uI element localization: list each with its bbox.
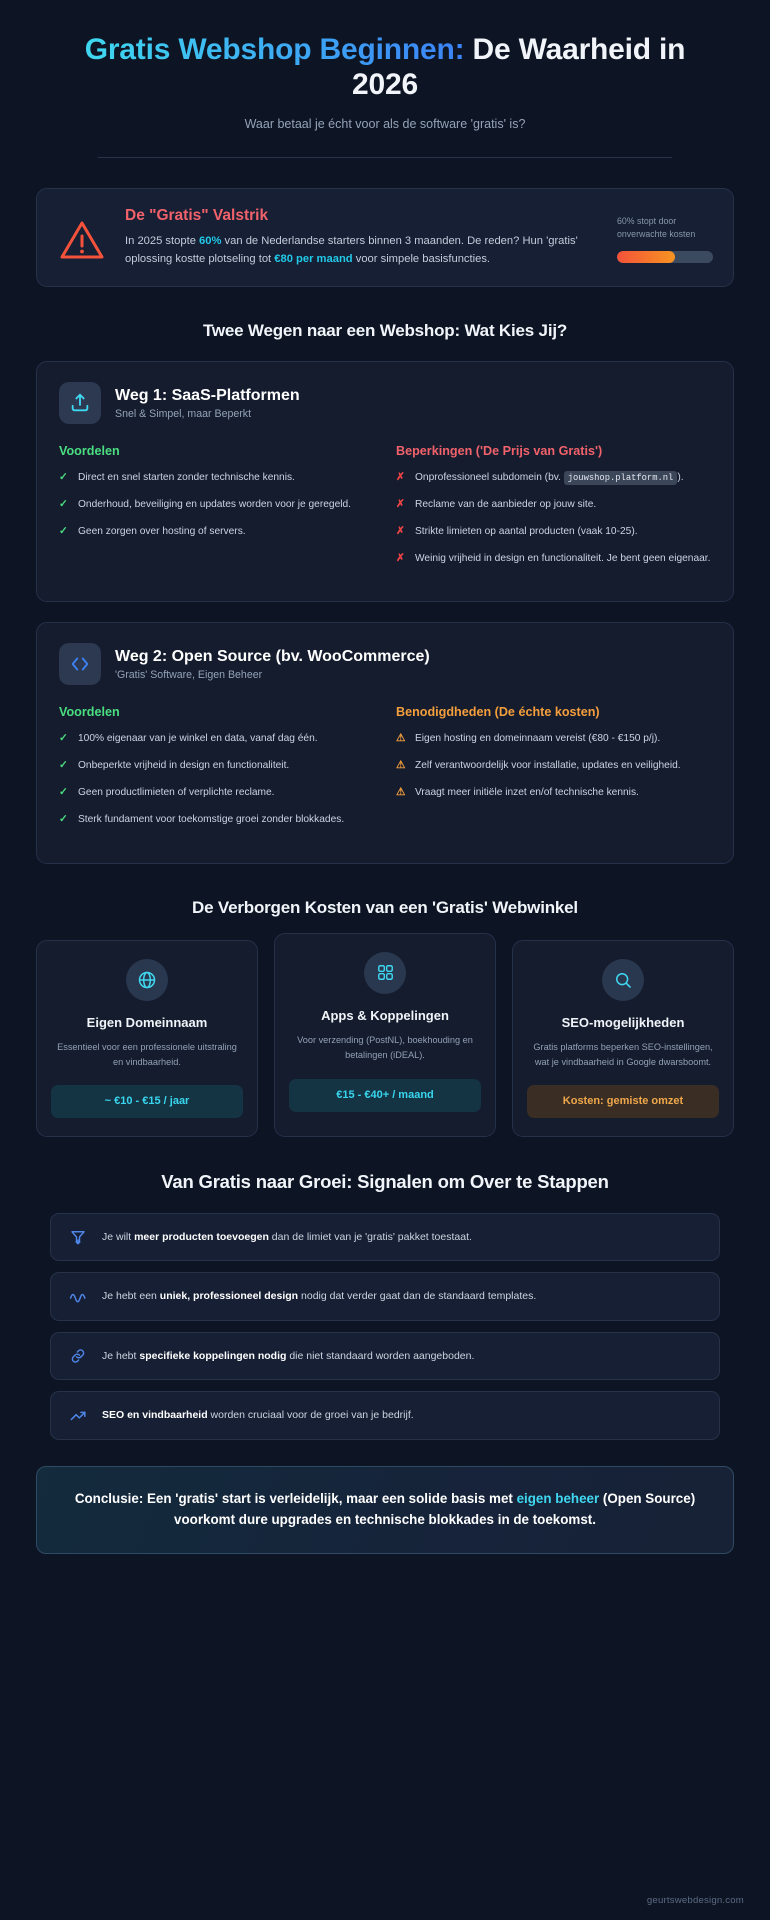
list-item (396, 731, 711, 747)
page-header (0, 26, 770, 158)
list-item-text: Sterk fundament voor toekomstige groei zonder blokkades. (78, 813, 345, 825)
alert-text-part3: voor simpele basisfuncties. (352, 252, 491, 265)
search-magnifier-icon (602, 959, 644, 1001)
warning-icon: ⚠ (396, 785, 406, 798)
cross-icon: ✗ (396, 497, 405, 510)
cost-badge: €15 - €40+ / maand (289, 1079, 481, 1112)
progress-bar-track (617, 251, 713, 263)
way-1-cons-title: Beperkingen ('De Prijs van Gratis') (396, 444, 603, 459)
cost-card-domain (36, 940, 258, 1138)
check-icon: ✓ (59, 732, 68, 745)
progress-bar-fill (617, 251, 675, 263)
cost-card-description: Voor verzending (PostNL), boekhouding en betalingen (iDEAL). (297, 1034, 473, 1060)
cross-icon: ✗ (396, 551, 405, 564)
check-icon: ✓ (59, 524, 68, 537)
list-item-text (415, 470, 711, 486)
list-item (396, 470, 711, 486)
way-2-needs-list (396, 731, 711, 800)
apps-grid-icon (364, 952, 406, 994)
code-brackets-icon (59, 643, 101, 685)
cons-text-post: ). (677, 472, 684, 484)
signal-text-bold: meer producten toevoegen (134, 1230, 269, 1243)
list-item (59, 524, 374, 540)
list-item (59, 785, 374, 801)
page-title-plain: De Waarheid in 2026 (352, 33, 686, 102)
warning-icon: ⚠ (396, 759, 406, 772)
list-item (59, 470, 374, 486)
signals-section (0, 1193, 770, 1440)
signal-text (102, 1229, 472, 1245)
ways-section-heading: Twee Wegen naar een Webshop: Wat Kies Jij? (202, 321, 568, 341)
globe-icon (126, 959, 168, 1001)
way-1-columns (59, 444, 711, 577)
way-2-pros-title: Voordelen (59, 705, 120, 720)
cost-badge: ~ €10 - €15 / jaar (51, 1085, 243, 1118)
list-item (396, 524, 711, 540)
alert-highlight-price: €80 per maand (274, 252, 353, 265)
cost-card-title: SEO-mogelijkheden (561, 1014, 685, 1030)
signal-text-post: die niet standaard worden aangeboden. (286, 1349, 475, 1362)
way-2-needs-column (396, 705, 711, 838)
way-2-title: Weg 2: Open Source (bv. WooCommerce) (115, 648, 430, 666)
signal-text (102, 1407, 414, 1423)
page-subtitle: Waar betaal je écht voor als de software 'gratis' is? (244, 116, 526, 131)
list-item (396, 758, 711, 774)
signal-text (102, 1348, 474, 1364)
way-1-pros-title: Voordelen (59, 444, 120, 459)
way-2-header (59, 643, 711, 685)
filter-funnel-icon (67, 1228, 89, 1246)
way-1-pros-column (59, 444, 374, 577)
way-card-opensource (36, 622, 734, 863)
cost-badge: Kosten: gemiste omzet (527, 1085, 719, 1118)
signal-text-bold: uniek, professioneel design (159, 1290, 299, 1303)
cost-card-description: Essentieel voor een professionele uitstraling en vindbaarheid. (57, 1041, 237, 1067)
signal-text-bold: SEO en vindbaarheid (102, 1409, 208, 1422)
list-item-text: 100% eigenaar van je winkel en data, vanaf dag één. (78, 733, 318, 745)
list-item-text: Zelf verantwoordelijk voor installatie, updates en veiligheid. (415, 760, 681, 772)
warning-triangle-icon (55, 207, 109, 261)
way-1-cons-list (396, 470, 711, 566)
hidden-costs-section (0, 918, 770, 1138)
signal-text-bold: specifieke koppelingen nodig (139, 1349, 287, 1362)
way-2-pros-list (59, 731, 374, 827)
alert-stat-widget (617, 207, 713, 263)
list-item (396, 785, 711, 801)
signal-row-integrations (50, 1332, 720, 1380)
alert-title: De "Gratis" Valstrik (125, 206, 269, 224)
list-item-text: Weinig vrijheid in design en functionaliteit. Je bent geen eigenaar. (415, 552, 711, 564)
signal-text-post: worden cruciaal voor de groei van je bedrijf. (207, 1409, 414, 1422)
list-item (59, 812, 374, 828)
list-item-text: Reclame van de aanbieder op jouw site. (415, 498, 597, 510)
signal-text-pre: Je wilt (102, 1230, 135, 1243)
cons-text-pre: Onprofessioneel subdomein (bv. (415, 472, 564, 484)
way-2-subtitle: 'Gratis' Software, Eigen Beheer (115, 669, 263, 682)
alert-stat-label: 60% stopt door onverwachte kosten (617, 215, 696, 240)
signal-text (102, 1288, 536, 1304)
cross-icon: ✗ (396, 524, 405, 537)
alert-text-part2: van de Nederlandse starters binnen 3 maanden. De reden? Hun 'gratis' oplossing kostte plotseling tot (125, 234, 578, 265)
way-2-columns (59, 705, 711, 838)
conclusion-highlight: eigen beheer (516, 1491, 600, 1507)
list-item (396, 497, 711, 513)
way-2-section (0, 602, 770, 863)
alert-text-part1: In 2025 stopte (125, 234, 200, 247)
link-chain-icon (67, 1347, 89, 1365)
check-icon: ✓ (59, 759, 68, 772)
gratis-valstrik-alert (36, 188, 734, 287)
conclusion-text-post: (Open Source) voorkomt dure upgrades en technische blokkades in de toekomst. (174, 1491, 696, 1527)
way-card-saas (36, 361, 734, 602)
subdomain-code-sample: jouwshop.platform.nl (564, 471, 678, 485)
way-1-title: Weg 1: SaaS-Platformen (115, 386, 300, 404)
list-item (59, 497, 374, 513)
list-item (59, 758, 374, 774)
cost-card-seo (512, 940, 734, 1138)
way-1-pros-list (59, 470, 374, 539)
way-1-cons-column (396, 444, 711, 577)
alert-body (125, 207, 601, 268)
signal-row-products (50, 1213, 720, 1261)
list-item-text: Onbeperkte vrijheid in design en functionaliteit. (78, 760, 290, 772)
costs-section-heading: De Verborgen Kosten van een 'Gratis' Webwinkel (192, 897, 578, 917)
signal-row-seo (50, 1391, 720, 1440)
check-icon: ✓ (59, 497, 68, 510)
way-1-titles (115, 386, 300, 420)
way-1-section (0, 341, 770, 602)
conclusion-text-pre: Conclusie: Een 'gratis' start is verleidelijk, maar een solide basis met (74, 1491, 517, 1507)
signal-text-post: dan de limiet van je 'gratis' pakket toestaat. (268, 1230, 472, 1243)
way-1-header (59, 382, 711, 424)
alert-text (125, 232, 601, 268)
cost-card-title: Apps & Koppelingen (321, 1007, 449, 1023)
list-item (59, 731, 374, 747)
way-2-pros-column (59, 705, 374, 838)
alert-section (0, 158, 770, 287)
way-1-subtitle: Snel & Simpel, maar Beperkt (115, 408, 252, 421)
trending-up-arrow-icon (67, 1406, 89, 1425)
list-item-text: Onderhoud, beveiliging en updates worden voor je geregeld. (78, 498, 351, 510)
check-icon: ✓ (59, 785, 68, 798)
cost-card-title: Eigen Domeinnaam (86, 1014, 208, 1030)
signal-row-design (50, 1272, 720, 1321)
signals-section-heading: Van Gratis naar Groei: Signalen om Over te Stappen (161, 1171, 609, 1193)
conclusion-box (36, 1466, 734, 1554)
list-item (396, 551, 711, 567)
warning-icon: ⚠ (396, 732, 406, 745)
check-icon: ✓ (59, 812, 68, 825)
list-item-text: Direct en snel starten zonder technische kennis. (78, 472, 295, 484)
alert-highlight-percent: 60% (199, 234, 222, 247)
upload-box-icon (59, 382, 101, 424)
list-item-text: Strikte limieten op aantal producten (vaak 10-25). (415, 525, 638, 537)
check-icon: ✓ (59, 471, 68, 484)
conclusion-section (0, 1440, 770, 1554)
page-title (60, 32, 710, 103)
cost-card-apps (274, 933, 496, 1138)
way-2-titles (115, 647, 430, 681)
list-item-text: Geen zorgen over hosting of servers. (78, 525, 246, 537)
wave-activity-icon (67, 1287, 89, 1306)
signal-text-post: nodig dat verder gaat dan de standaard templates. (298, 1290, 537, 1303)
page-title-accent: Gratis Webshop Beginnen: (84, 33, 465, 66)
cross-icon: ✗ (396, 471, 405, 484)
cost-card-description: Gratis platforms beperken SEO-instellingen, wat je vindbaarheid in Google dwarsboomt. (533, 1041, 713, 1067)
signal-text-pre: Je hebt een (102, 1290, 160, 1303)
list-item-text: Vraagt meer initiële inzet en/of technische kennis. (415, 786, 639, 798)
way-2-needs-title: Benodigdheden (De échte kosten) (396, 705, 600, 720)
signal-text-pre: Je hebt (102, 1349, 140, 1362)
list-item-text: Eigen hosting en domeinnaam vereist (€80 - €150 p/j). (415, 733, 661, 745)
footer-credit: geurtswebdesign.com (646, 1895, 744, 1906)
list-item-text: Geen productlimieten of verplichte reclame. (78, 786, 275, 798)
